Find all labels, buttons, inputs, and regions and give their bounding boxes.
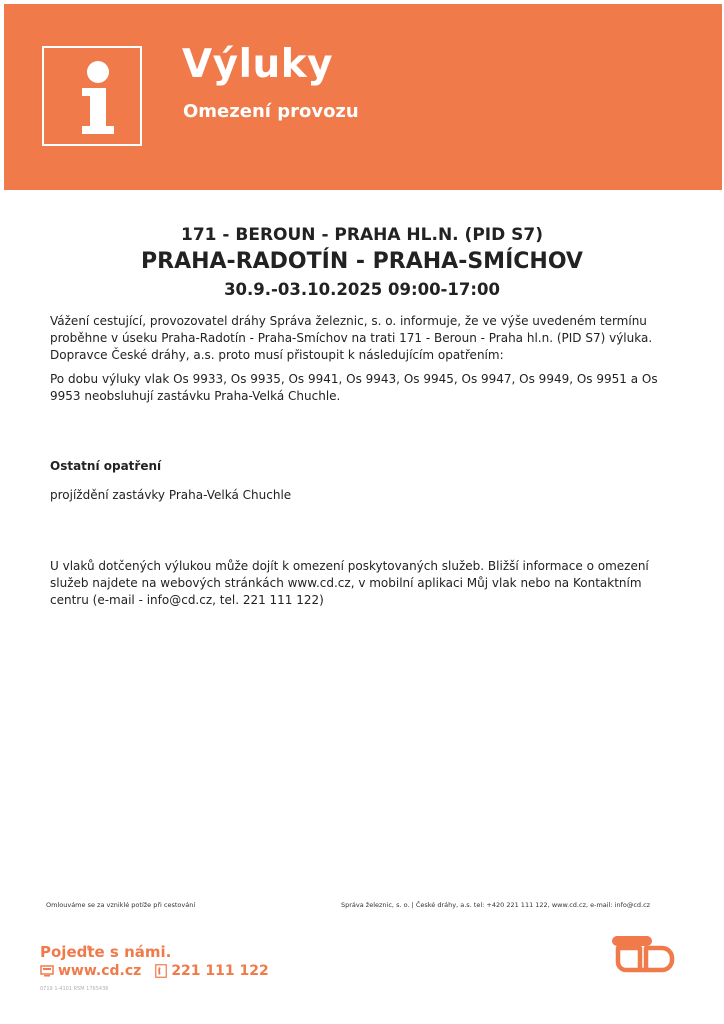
line-route: 171 - BEROUN - PRAHA HL.N. (PID S7) — [181, 225, 543, 245]
promo-contacts — [40, 963, 269, 979]
cd-logo — [610, 930, 678, 980]
header-title: Výluky — [182, 42, 334, 87]
header-subtitle: Omezení provozu — [183, 101, 359, 122]
affected-section: PRAHA-RADOTÍN - PRAHA-SMÍCHOV — [141, 249, 583, 274]
footer-apology: Omlouváme se za vzniklé potíže při cestování — [46, 901, 196, 909]
promo-phone[interactable]: 221 111 122 — [171, 963, 269, 979]
header-banner — [4, 4, 722, 190]
trains-paragraph: Po dobu výluky vlak Os 9933, Os 9935, Os 9941, Os 9943, Os 9945, Os 9947, Os 9949, Os 9951 a Os 9953 neobsluhují zastávku Praha-Velká Chuchle. — [50, 372, 658, 403]
promo-title: Pojeďte s námi. — [40, 943, 172, 961]
date-range: 30.9.-03.10.2025 09:00-17:00 — [224, 280, 500, 299]
info-icon — [42, 46, 142, 146]
other-measures-item: projíždění zastávky Praha-Velká Chuchle — [50, 488, 292, 502]
phone-icon — [155, 964, 167, 978]
intro-paragraph: Vážení cestující, provozovatel dráhy Správa železnic, s. o. informuje, že ve výše uvedeném termínu proběhne v úseku Praha-Radotín - Praha-Smíchov na trati 171 - Beroun - Praha hl.n. (PID S7) výluka. Dopravce České dráhy, a.s. proto musí přistoupit k následujícím opatřením: — [50, 314, 653, 362]
notice-heading — [0, 224, 724, 301]
other-measures-heading: Ostatní opatření — [50, 459, 162, 473]
footer-contacts: Správa železnic, s. o. | České dráhy, a.s. tel: +420 221 111 122, www.cd.cz, e-mail: info@cd.cz — [341, 901, 651, 909]
services-paragraph: U vlaků dotčených výlukou může dojít k omezení poskytovaných služeb. Bližší informace o omezení služeb najdete na webových stránkách www.cd.cz, v mobilní aplikaci Můj vlak nebo na Kontaktním centru (e-mail - info@cd.cz, tel. 221 111 122) — [50, 559, 649, 607]
document-code: 0719 1-4101 R5M 1765436 — [40, 986, 109, 992]
monitor-icon — [40, 965, 54, 977]
promo-website[interactable]: www.cd.cz — [58, 963, 142, 979]
